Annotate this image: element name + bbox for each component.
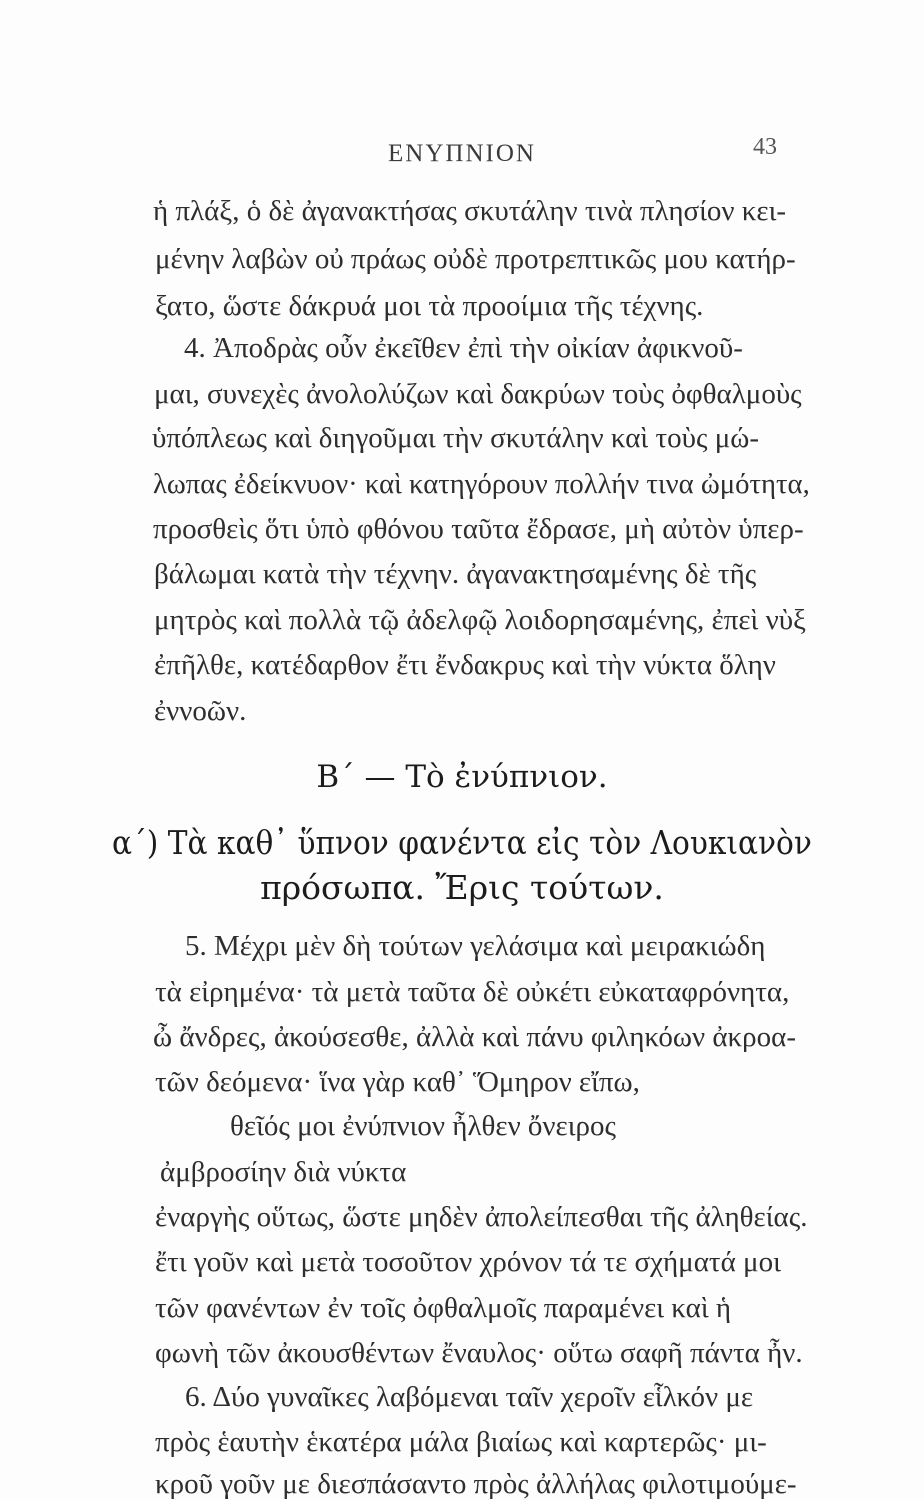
text-line: τῶν φανέντων ἐν τοῖς ὀφθαλμοῖς παραμένει καὶ ἡ <box>155 1292 732 1324</box>
section-heading: Β´ — Τὸ ἐνύπνιον. <box>316 759 608 795</box>
text-line: 4. Ἀποδρὰς οὖν ἐκεῖθεν ἐπὶ τὴν οἰκίαν ἀφικνοῦ- <box>184 332 743 364</box>
text-line: ἐπῆλθε, κατέδαρθον ἔτι ἔνδακρυς καὶ τὴν νύκτα ὅλην <box>154 649 776 681</box>
verse-line: θεῖός μοι ἐνύπνιον ἦλθεν ὄνειρος <box>230 1110 616 1142</box>
subheading-line: α´) Τὰ καθ᾽ ὕπνον φανέντα εἰς τὸν Λουκιανὸν <box>112 823 812 862</box>
text-line: τῶν δεόμενα· ἵνα γὰρ καθ᾽ Ὅμηρον εἴπω, <box>155 1066 640 1098</box>
text-line: ὑπόπλεως καὶ διηγοῦμαι τὴν σκυτάλην καὶ τοὺς μώ- <box>152 422 760 454</box>
text-line: προσθεὶς ὅτι ὑπὸ φθόνου ταῦτα ἔδρασε, μὴ αὐτὸν ὑπερ- <box>153 513 804 545</box>
text-line: μητρὸς καὶ πολλὰ τῷ ἀδελφῷ λοιδορησαμένης, ἐπεὶ νὺξ <box>154 604 806 636</box>
text-line: βάλωμαι κατὰ τὴν τέχνην. ἀγανακτησαμένης δὲ τῆς <box>154 558 757 590</box>
text-line: ὦ ἄνδρες, ἀκούσεσθε, ἀλλὰ καὶ πάνυ φιληκόων ἀκροα- <box>153 1021 796 1053</box>
text-line: ἐννοῶν. <box>154 695 247 727</box>
text-line: ἐναργὴς οὕτως, ὥστε μηδὲν ἀπολείπεσθαι τῆς ἀληθείας. <box>155 1201 808 1233</box>
text-line: κροῦ γοῦν με διεσπάσαντο πρὸς ἀλλήλας φιλοτιμούμε- <box>155 1468 797 1500</box>
text-line: τὰ εἰρημένα· τὰ μετὰ ταῦτα δὲ οὐκέτι εὐκαταφρόνητα, <box>155 976 790 1008</box>
text-line: μένην λαβὼν οὐ πράως οὐδὲ προτρεπτικῶς μου κατήρ- <box>155 243 796 275</box>
text-line: ἡ πλάξ, ὁ δὲ ἀγανακτήσας σκυτάλην τινὰ πλησίον κει- <box>153 195 787 227</box>
text-line: λωπας ἐδείκνυον· καὶ κατηγόρουν πολλήν τινα ὠμότητα, <box>153 468 810 500</box>
text-line: φωνὴ τῶν ἀκουσθέντων ἔναυλος· οὕτω σαφῆ πάντα ἦν. <box>155 1337 803 1369</box>
text-line: μαι, συνεχὲς ἀνολολύζων καὶ δακρύων τοὺς ὀφθαλμοὺς <box>154 378 802 410</box>
text-line: 5. Μέχρι μὲν δὴ τούτων γελάσιμα καὶ μειρακιώδη <box>185 930 766 962</box>
text-line: 6. Δύο γυναῖκες λαβόμεναι ταῖν χεροῖν εἷλκόν με <box>185 1381 754 1413</box>
verse-line: ἀμβροσίην διὰ νύκτα <box>160 1156 407 1188</box>
page-number: 43 <box>753 134 777 160</box>
text-line: ἔτι γοῦν καὶ μετὰ τοσοῦτον χρόνον τά τε σχήματά μοι <box>155 1246 781 1278</box>
subheading-line: πρόσωπα. Ἔρις τούτων. <box>260 868 664 907</box>
text-line: ξατο, ὥστε δάκρυά μοι τὰ προοίμια τῆς τέχνης. <box>155 290 704 322</box>
text-line: πρὸς ἑαυτὴν ἑκατέρα μάλα βιαίως καὶ καρτερῶς· μι- <box>155 1426 767 1458</box>
running-title: ΕΝΥΠΝΙΟΝ <box>388 140 536 167</box>
